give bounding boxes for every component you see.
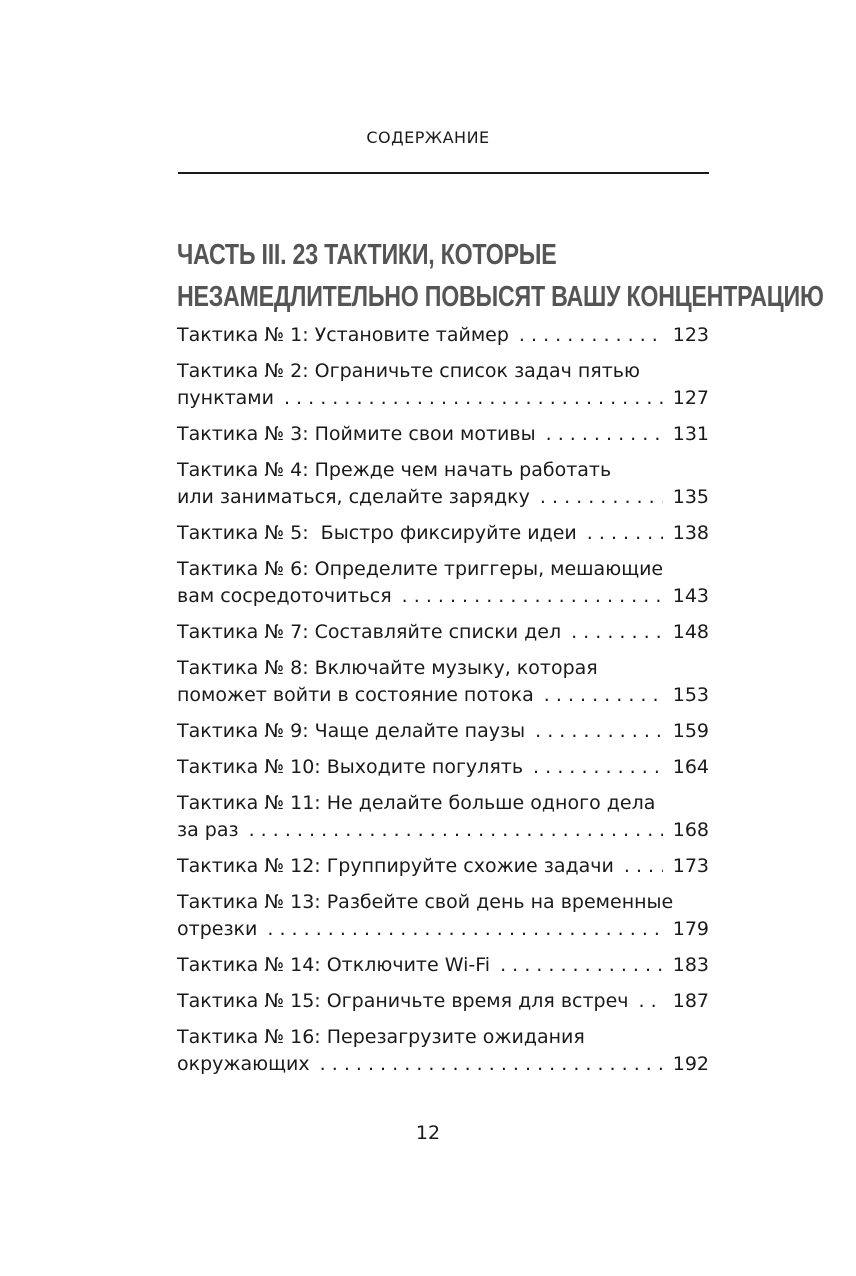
toc-entry-title-line: Тактика № 11: Не делайте больше одного дела — [177, 792, 656, 814]
dot-leader — [500, 952, 663, 979]
toc-entry-page: 153 — [672, 684, 709, 706]
dot-leader — [639, 988, 663, 1015]
dot-leader — [284, 385, 663, 412]
toc-entry-page: 148 — [672, 621, 709, 643]
toc-entry-title: Тактика № 1: Установите таймер — [177, 324, 509, 346]
toc-entry[interactable] — [177, 1024, 709, 1078]
dot-leader — [519, 322, 663, 349]
toc-entry[interactable] — [177, 952, 709, 979]
toc-entry[interactable] — [177, 754, 709, 781]
part-title-line-2: НЕЗАМЕДЛИТЕЛЬНО ПОВЫСЯТ ВАШУ КОНЦЕНТРАЦИЮ — [177, 281, 824, 313]
toc-entry[interactable] — [177, 421, 709, 448]
toc-entry-title-line: Тактика № 4: Прежде чем начать работать — [177, 459, 612, 481]
toc-entry-title: Тактика № 3: Поймите свои мотивы — [177, 423, 536, 445]
toc-entry-page: 179 — [672, 918, 709, 940]
toc-entry-page: 127 — [672, 387, 709, 409]
toc-entry-title: Тактика № 12: Группируйте схожие задачи — [177, 855, 614, 877]
dot-leader — [320, 1051, 663, 1078]
toc-entry-title: Тактика № 15: Ограничьте время для встреч — [177, 990, 629, 1012]
toc-entry-title-line: Тактика № 13: Разбейте свой день на временные — [177, 891, 674, 913]
toc-entry-title: Тактика № 10: Выходите погулять — [177, 756, 524, 778]
toc-entry-title: окружающих — [177, 1053, 310, 1075]
toc-entry-title: за раз — [177, 819, 239, 841]
toc-entry-title-line: Тактика № 2: Ограничьте список задач пятью — [177, 360, 640, 382]
toc-entry-page: 192 — [672, 1053, 709, 1075]
part-title — [177, 234, 824, 318]
toc-entry-page: 131 — [672, 423, 709, 445]
toc-entry-title-line: Тактика № 8: Включайте музыку, которая — [177, 657, 598, 679]
toc-entry[interactable] — [177, 457, 709, 511]
dot-leader — [533, 754, 663, 781]
dot-leader — [535, 718, 663, 745]
toc-entry-page: 168 — [672, 819, 709, 841]
toc-entry[interactable] — [177, 619, 709, 646]
running-header: СОДЕРЖАНИЕ — [366, 128, 490, 147]
header-divider — [178, 172, 709, 174]
toc-entry-page: 138 — [672, 522, 709, 544]
dot-leader — [546, 421, 663, 448]
toc-entry[interactable] — [177, 889, 709, 943]
toc-entry-page: 173 — [672, 855, 709, 877]
dot-leader — [587, 520, 663, 547]
table-of-contents — [177, 322, 709, 1087]
toc-entry-title: Тактика № 7: Составляйте списки дел — [177, 621, 562, 643]
dot-leader — [544, 682, 663, 709]
toc-entry-title: вам сосредоточиться — [177, 585, 392, 607]
toc-entry[interactable] — [177, 790, 709, 844]
toc-entry-page: 187 — [672, 990, 709, 1012]
toc-entry-page: 143 — [672, 585, 709, 607]
toc-entry-title: поможет войти в состояние потока — [177, 684, 534, 706]
toc-entry[interactable] — [177, 358, 709, 412]
toc-entry-title: отрезки — [177, 918, 258, 940]
toc-entry-page: 123 — [672, 324, 709, 346]
toc-entry[interactable] — [177, 556, 709, 610]
dot-leader — [267, 916, 662, 943]
toc-entry[interactable] — [177, 520, 709, 547]
toc-entry-page: 135 — [672, 486, 709, 508]
dot-leader — [249, 817, 663, 844]
toc-entry-title: Тактика № 14: Отключите Wi-Fi — [177, 954, 491, 976]
dot-leader — [624, 853, 663, 880]
toc-entry[interactable] — [177, 988, 709, 1015]
toc-entry-page: 183 — [672, 954, 709, 976]
toc-entry-title-line: Тактика № 6: Определите триггеры, мешающие — [177, 558, 664, 580]
toc-entry-title: Тактика № 5: Быстро фиксируйте идеи — [177, 522, 577, 544]
toc-entry[interactable] — [177, 853, 709, 880]
dot-leader — [571, 619, 663, 646]
toc-entry-title: пунктами — [177, 387, 274, 409]
toc-entry-page: 159 — [672, 720, 709, 742]
toc-entry[interactable] — [177, 718, 709, 745]
toc-entry-title: или заниматься, сделайте зарядку — [177, 486, 530, 508]
dot-leader — [540, 484, 663, 511]
dot-leader — [402, 583, 663, 610]
toc-entry-title: Тактика № 9: Чаще делайте паузы — [177, 720, 526, 742]
toc-entry[interactable] — [177, 322, 709, 349]
toc-entry-page: 164 — [672, 756, 709, 778]
toc-entry-title-line: Тактика № 16: Перезагрузите ожидания — [177, 1026, 585, 1048]
page-number: 12 — [415, 1122, 441, 1144]
part-title-line-1: ЧАСТЬ III. 23 ТАКТИКИ, КОТОРЫЕ — [177, 239, 557, 271]
toc-entry[interactable] — [177, 655, 709, 709]
